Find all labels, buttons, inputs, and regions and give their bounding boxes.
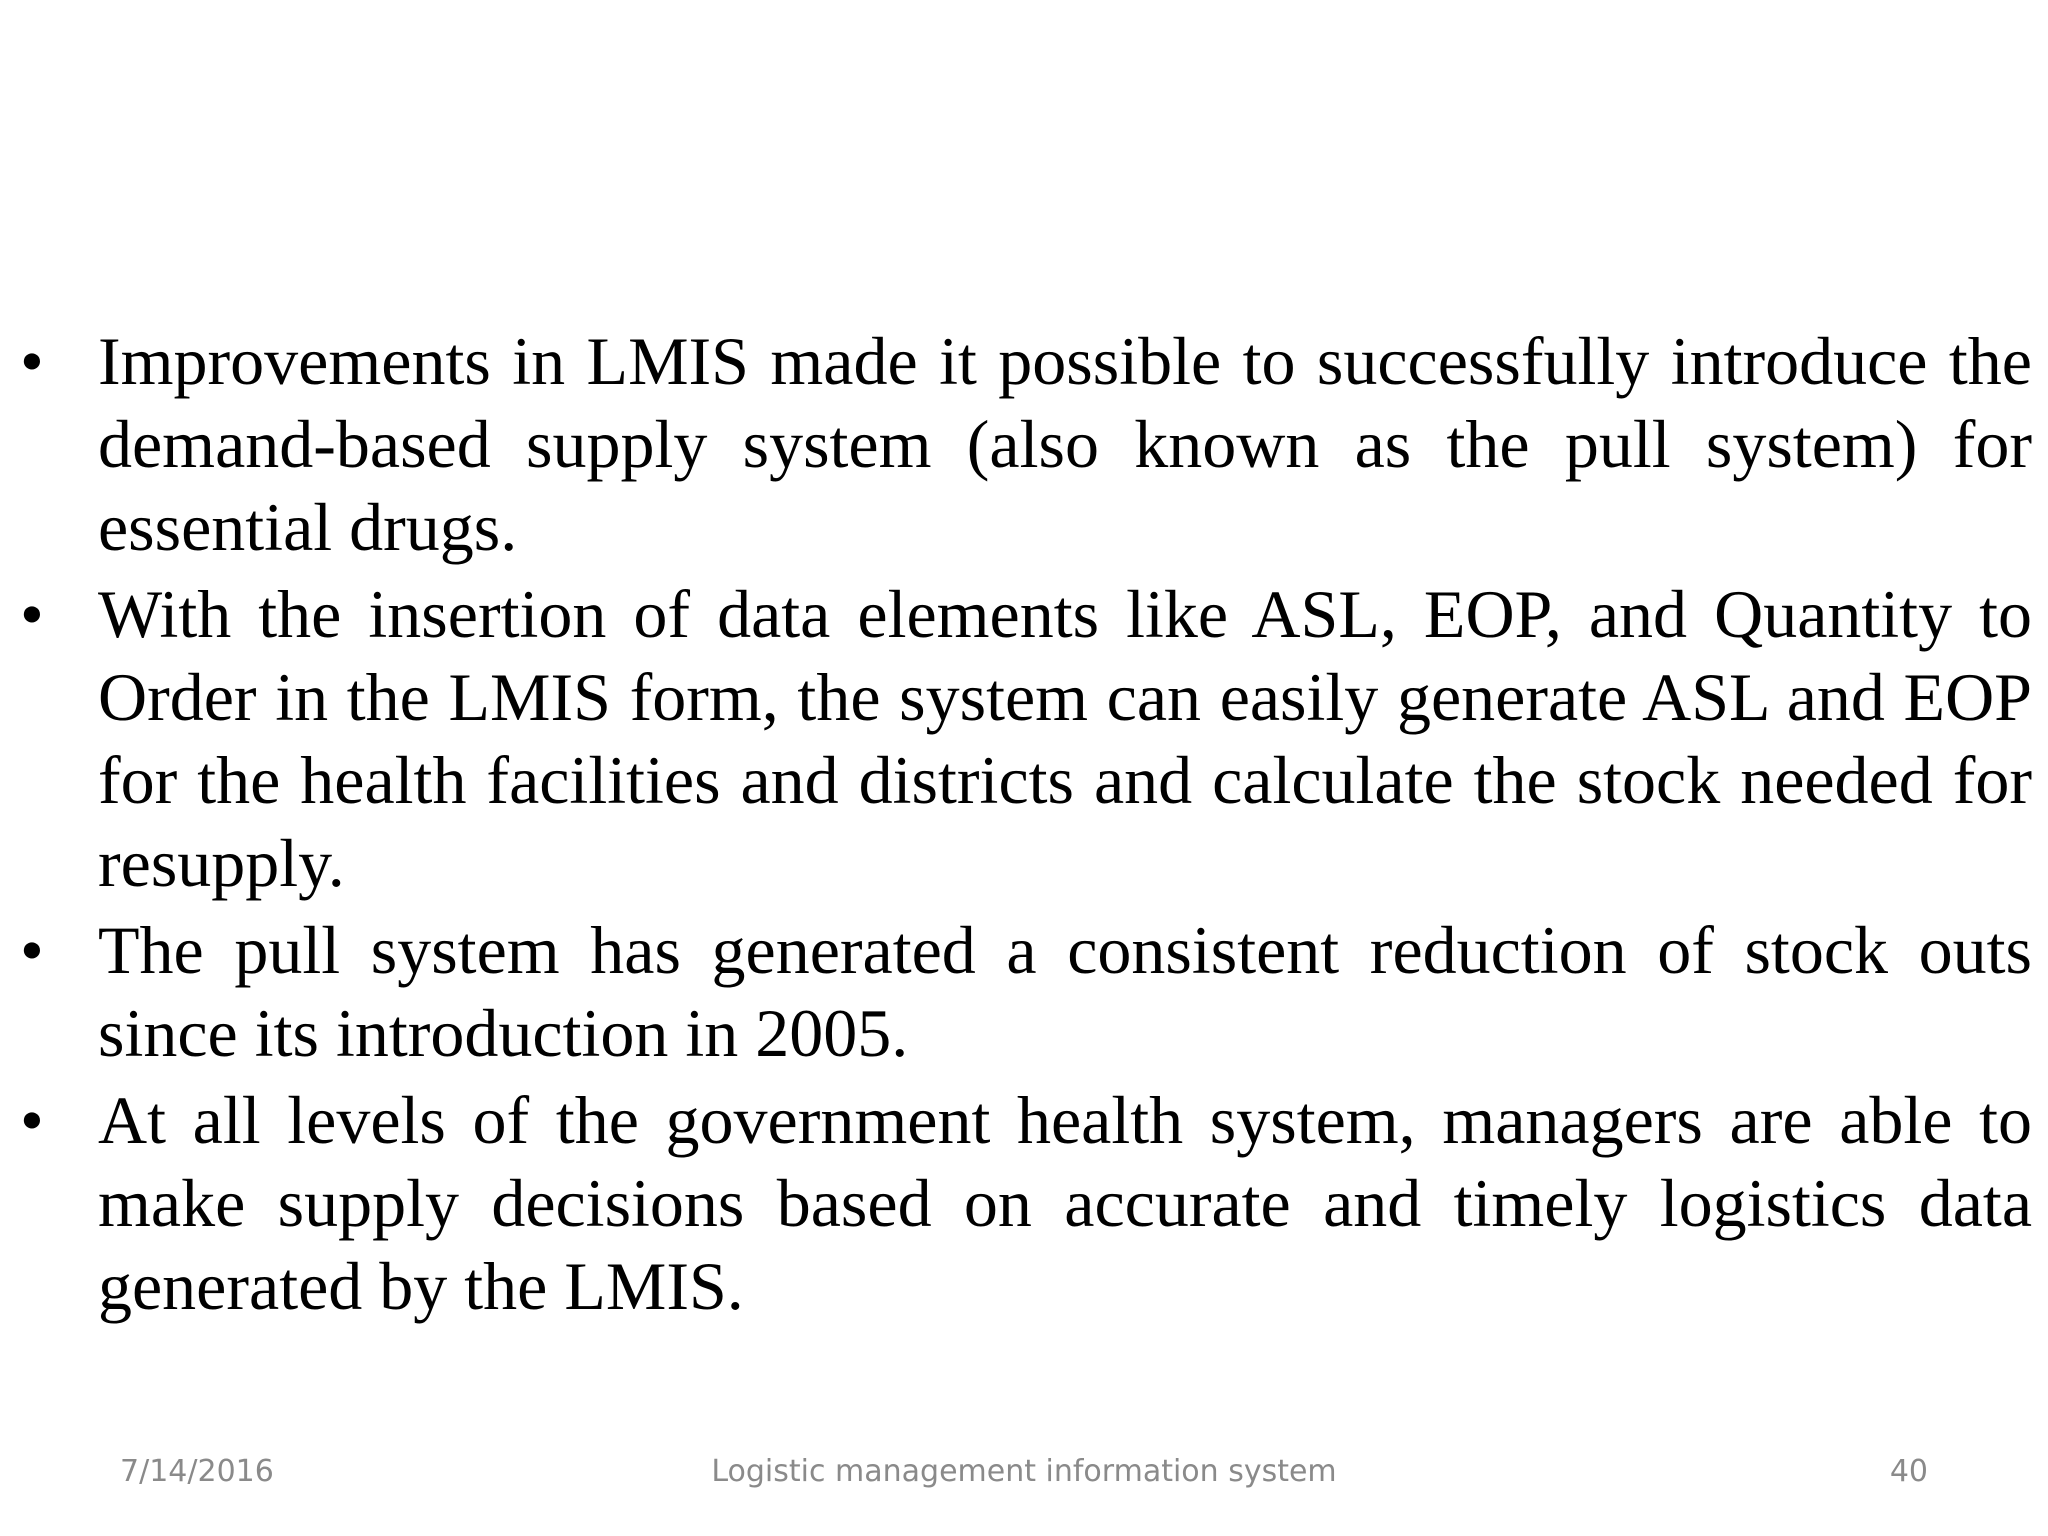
bullet-text: The pull system has generated a consistent reduction of stock outs since its introduction in 2005.: [98, 912, 2032, 1071]
bullet-item-2: [20, 573, 2032, 905]
bullet-item-3: [20, 909, 2032, 1075]
bullet-item-1: [20, 320, 2032, 569]
bullet-text: Improvements in LMIS made it possible to successfully introduce the demand-based supply system (also known as the pull system) for essential drugs.: [98, 323, 2032, 565]
bullet-icon: •: [20, 1082, 44, 1158]
bullet-text: At all levels of the government health system, managers are able to make supply decisions based on accurate and timely logistics data generated by the LMIS.: [98, 1082, 2032, 1324]
bullet-icon: •: [20, 576, 44, 652]
bullet-icon: •: [20, 912, 44, 988]
bullet-icon: •: [20, 323, 44, 399]
bullet-item-4: [20, 1079, 2032, 1328]
bullet-list: [20, 320, 2032, 1332]
footer-title: Logistic management information system: [711, 1454, 1337, 1489]
bullet-text: With the insertion of data elements like ASL, EOP, and Quantity to Order in the LMIS form, the system can easily generate ASL and EOP for the health facilities and districts and calculate the stock needed for resupply.: [98, 576, 2032, 901]
footer-date: 7/14/2016: [120, 1454, 274, 1489]
footer-page-number: 40: [1889, 1454, 1928, 1489]
